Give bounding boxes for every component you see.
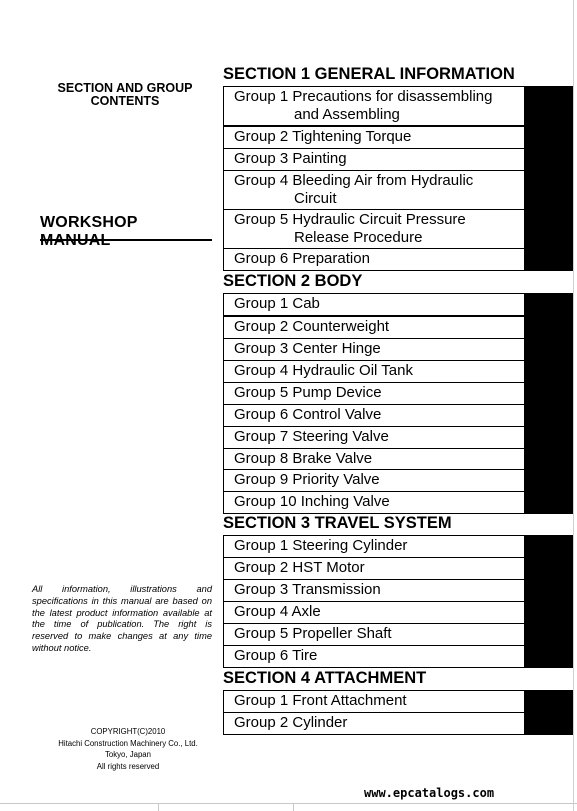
group-number: Group 4 <box>234 603 289 620</box>
index-tab <box>525 426 573 449</box>
group-name: Bleeding Air from Hydraulic <box>292 172 474 189</box>
group-label <box>234 471 520 489</box>
group-label <box>234 537 520 555</box>
index-tab <box>525 360 573 383</box>
index-tab <box>525 170 573 210</box>
group-label <box>234 714 520 732</box>
group-number: Group 3 <box>234 581 289 598</box>
group-label <box>234 150 520 168</box>
group-name: Propeller Shaft <box>292 625 392 642</box>
group-name: Transmission <box>292 581 381 598</box>
group-entry[interactable] <box>223 316 525 339</box>
group-name: Brake Valve <box>292 450 373 467</box>
group-entry[interactable] <box>223 491 525 514</box>
disclaimer-text: All information, illustrations and specifications in this manual are based on the latest product information available at the time of publication. The right is reserved to make changes at any time without notice. <box>32 584 212 653</box>
index-tab <box>525 690 573 713</box>
index-tab <box>525 293 573 316</box>
group-number: Group 5 <box>234 625 289 642</box>
group-number: Group 2 <box>234 318 289 335</box>
group-label <box>234 88 520 123</box>
group-entry[interactable] <box>223 712 525 735</box>
group-number: Group 2 <box>234 128 289 145</box>
index-tab <box>525 448 573 471</box>
group-number: Group 8 <box>234 450 289 467</box>
heading-line-1: SECTION AND GROUP <box>57 81 193 95</box>
group-number: Group 7 <box>234 428 289 445</box>
group-number: Group 1 <box>234 88 289 105</box>
group-label <box>234 340 520 358</box>
group-name: Tightening Torque <box>292 128 412 145</box>
group-label <box>234 362 520 380</box>
group-label <box>234 128 520 146</box>
group-name: Counterweight <box>292 318 390 335</box>
group-entry[interactable] <box>223 209 525 249</box>
group-number: Group 1 <box>234 692 289 709</box>
group-entry[interactable] <box>223 126 525 149</box>
group-label <box>234 493 520 511</box>
index-tab <box>525 248 573 271</box>
group-name: Cylinder <box>292 714 348 731</box>
company-location: Tokyo, Japan <box>105 750 151 759</box>
group-entry[interactable] <box>223 623 525 646</box>
section-title: SECTION 1 GENERAL INFORMATION <box>223 65 515 83</box>
index-tab <box>525 126 573 149</box>
group-name: HST Motor <box>292 559 365 576</box>
group-label <box>234 603 520 621</box>
group-label <box>234 295 520 313</box>
group-label <box>234 692 520 710</box>
bottom-rule <box>0 803 577 804</box>
group-name: Cab <box>292 295 320 312</box>
group-name: Hydraulic Circuit Pressure <box>292 211 466 228</box>
group-entry[interactable] <box>223 86 525 126</box>
group-entry[interactable] <box>223 170 525 210</box>
index-tab <box>525 557 573 580</box>
section-title: SECTION 3 TRAVEL SYSTEM <box>223 514 452 532</box>
index-tab <box>525 382 573 405</box>
group-number: Group 9 <box>234 471 289 488</box>
group-label <box>234 450 520 468</box>
group-name: Painting <box>292 150 347 167</box>
copyright-block <box>40 726 216 772</box>
group-number: Group 6 <box>234 406 289 423</box>
group-name: Preparation <box>292 250 370 267</box>
group-entry[interactable] <box>223 469 525 492</box>
group-number: Group 10 <box>234 493 297 510</box>
group-number: Group 1 <box>234 537 289 554</box>
group-name: Inching Valve <box>300 493 390 510</box>
group-number: Group 3 <box>234 340 289 357</box>
bottom-tick <box>293 803 294 811</box>
group-entry[interactable] <box>223 557 525 580</box>
copyright-line: COPYRIGHT(C)2010 <box>90 727 166 736</box>
group-name: Steering Cylinder <box>292 537 408 554</box>
group-name: Steering Valve <box>292 428 389 445</box>
title-underline <box>40 239 212 241</box>
group-name: Precautions for disassembling <box>292 88 493 105</box>
group-entry[interactable] <box>223 338 525 361</box>
index-tab <box>525 316 573 339</box>
workshop-manual-title: WORKSHOP <box>40 214 138 231</box>
group-name: Pump Device <box>292 384 382 401</box>
group-entry[interactable] <box>223 448 525 471</box>
heading-line-2: CONTENTS <box>90 94 160 108</box>
index-tab <box>525 712 573 735</box>
group-label <box>234 384 520 402</box>
index-tab <box>525 601 573 624</box>
group-label <box>234 318 520 336</box>
group-number: Group 5 <box>234 211 289 228</box>
group-entry[interactable] <box>223 148 525 171</box>
group-entry[interactable] <box>223 426 525 449</box>
footer-url: www.epcatalogs.com <box>364 786 495 800</box>
index-tab <box>525 579 573 602</box>
company-name: Hitachi Construction Machinery Co., Ltd. <box>58 738 198 748</box>
index-tab <box>525 535 573 558</box>
group-label <box>234 172 520 207</box>
index-tab <box>525 338 573 361</box>
group-number: Group 3 <box>234 150 289 167</box>
group-label <box>234 250 520 268</box>
index-tab <box>525 404 573 427</box>
group-entry[interactable] <box>223 293 525 316</box>
group-label <box>234 211 520 246</box>
group-label <box>234 406 520 424</box>
index-tab <box>525 209 573 249</box>
group-entry[interactable] <box>223 645 525 668</box>
group-entry[interactable] <box>223 579 525 602</box>
group-number: Group 4 <box>234 172 289 189</box>
index-tab <box>525 148 573 171</box>
group-entry[interactable] <box>223 404 525 427</box>
index-tab <box>525 645 573 668</box>
group-number: Group 2 <box>234 559 289 576</box>
group-name: Priority Valve <box>292 471 380 488</box>
group-name: Tire <box>292 647 318 664</box>
group-name-continuation: Circuit <box>294 189 337 207</box>
index-tab <box>525 491 573 514</box>
group-label <box>234 559 520 577</box>
group-label <box>234 428 520 446</box>
group-label <box>234 625 520 643</box>
group-entry[interactable] <box>223 690 525 713</box>
section-title: SECTION 4 ATTACHMENT <box>223 669 427 687</box>
group-number: Group 6 <box>234 250 289 267</box>
group-entry[interactable] <box>223 360 525 383</box>
group-number: Group 2 <box>234 714 289 731</box>
group-label <box>234 581 520 599</box>
rights-reserved: All rights reserved <box>96 761 160 771</box>
group-entry[interactable] <box>223 601 525 624</box>
group-label <box>234 647 520 665</box>
group-entry[interactable] <box>223 535 525 558</box>
group-entry[interactable] <box>223 248 525 271</box>
index-tab <box>525 86 573 126</box>
group-entry[interactable] <box>223 382 525 405</box>
group-number: Group 1 <box>234 295 289 312</box>
group-name-continuation: and Assembling <box>294 105 400 123</box>
group-name: Front Attachment <box>292 692 407 709</box>
section-title: SECTION 2 BODY <box>223 272 363 290</box>
section-and-group-contents-heading <box>40 82 210 108</box>
group-name: Center Hinge <box>292 340 381 357</box>
group-name: Control Valve <box>292 406 382 423</box>
page-edge <box>573 0 574 811</box>
group-name-continuation: Release Procedure <box>294 228 423 246</box>
index-tab <box>525 623 573 646</box>
group-number: Group 5 <box>234 384 289 401</box>
bottom-tick <box>158 803 159 811</box>
group-number: Group 6 <box>234 647 289 664</box>
index-tab <box>525 469 573 492</box>
group-number: Group 4 <box>234 362 289 379</box>
group-name: Hydraulic Oil Tank <box>292 362 413 379</box>
group-name: Axle <box>291 603 321 620</box>
